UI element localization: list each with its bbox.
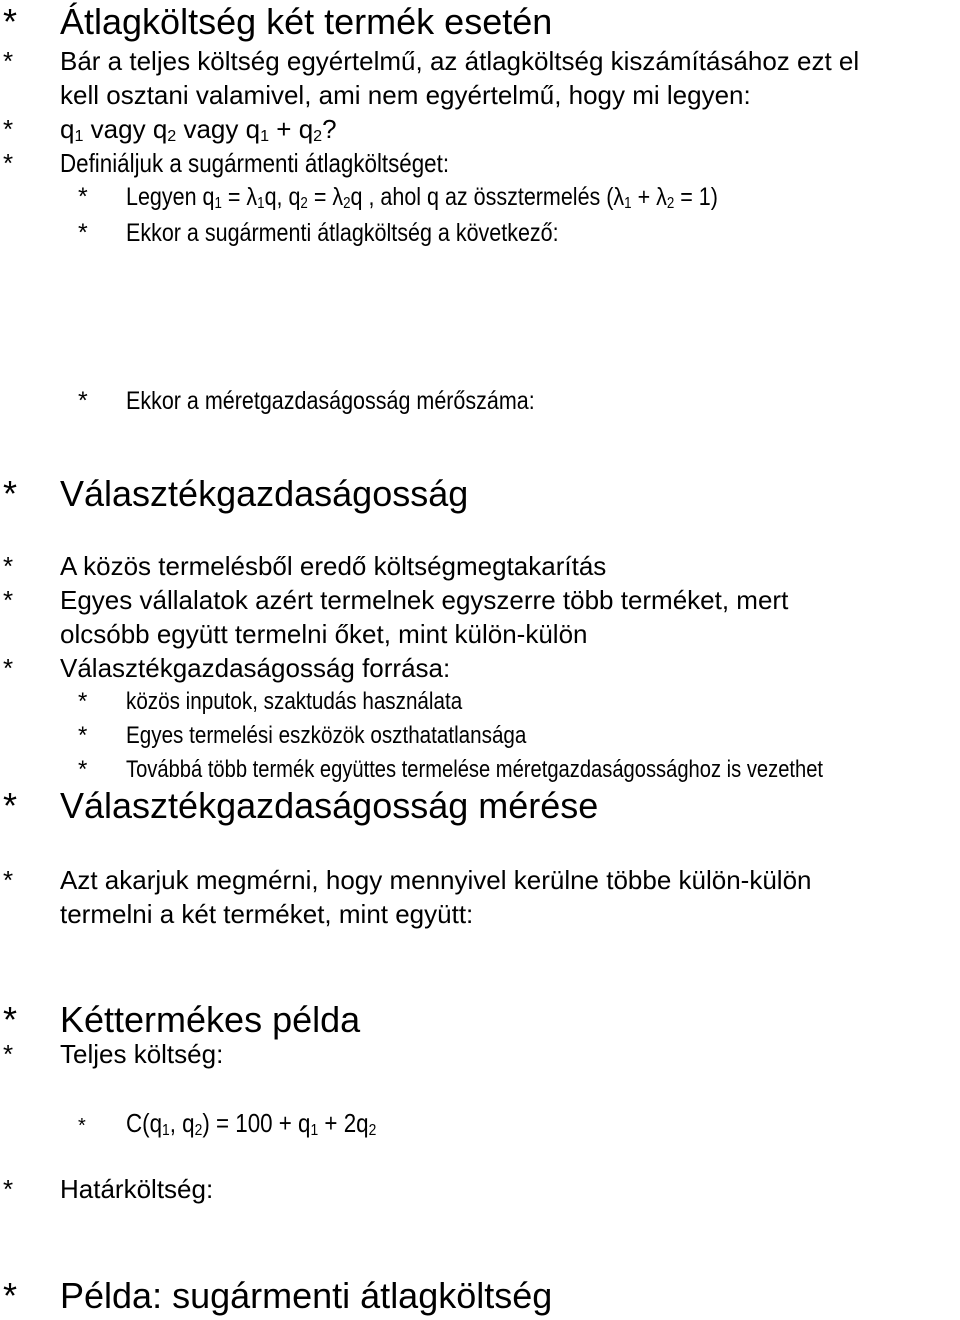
heading-text: Kéttermékes példa — [60, 999, 361, 1040]
bullet-star: * — [3, 653, 14, 683]
sub-item-text: közös inputok, szaktudás használata — [126, 688, 463, 715]
bullet-star: * — [3, 473, 18, 514]
meres-text-1: Azt akarjuk megmérni, hogy mennyivel kerülne többe külön-külön — [60, 865, 812, 895]
egyes-text-1: Egyes vállalatok azért termelnek egyszerre több terméket, mert — [60, 585, 789, 615]
para-line-1: Bár a teljes költség egyértelmű, az átlagköltség kiszámításához ezt el — [60, 46, 860, 76]
sub-item-text: Továbbá több termék együttes termelése méretgazdaságossághoz is vezethet — [126, 756, 824, 783]
teljes-text: Teljes költség: — [60, 1039, 224, 1069]
heading-text: Választékgazdaságosság mérése — [60, 785, 599, 826]
legyen-text: Legyen $q_1 = \lambda_1q$, $q_2 = \lambda_2q$ , ahol q az össztermelés $(\lambda_1 + \lambda_2 = 1)$ — [126, 183, 718, 212]
bullet-star: * — [78, 183, 88, 211]
bullet-star: * — [78, 219, 88, 247]
heading-text: Példa: sugármenti átlagköltség — [60, 1275, 553, 1316]
bullet-star: * — [3, 46, 14, 76]
bullet-star: * — [78, 722, 88, 749]
heading-text: Átlagköltség két termék esetén — [60, 1, 553, 42]
bullet-star: * — [3, 1, 18, 42]
kozos-text: A közös termelésből eredő költségmegtakarítás — [60, 551, 607, 581]
ekkor-meret-text: Ekkor a méretgazdaságosság mérőszáma: — [126, 387, 535, 415]
bullet-star: * — [3, 551, 14, 581]
ekkor-sugar-text: Ekkor a sugármenti átlagköltség a következő: — [126, 219, 559, 247]
egyes-text-2: olcsóbb együtt termelni őket, mint külön-külön — [60, 619, 588, 649]
sub-item-text: Egyes termelési eszközök oszthatatlansága — [126, 722, 527, 749]
bullet-star: * — [78, 756, 88, 783]
bullet-star: * — [3, 1039, 14, 1069]
formula-text: $C(q_1$, $q_2) = 100 + q_1 + 2q_2$ — [126, 1108, 377, 1139]
para-line-2: kell osztani valamivel, ami nem egyértelmű, hogy mi legyen: — [60, 80, 751, 110]
define-text: Definiáljuk a sugármenti átlagköltséget: — [60, 148, 450, 178]
heading-text: Választékgazdaságosság — [60, 473, 469, 514]
bullet-star: * — [78, 688, 88, 715]
bullet-star: * — [3, 585, 14, 615]
bullet-star: * — [78, 1115, 86, 1137]
bullet-star: * — [3, 1174, 14, 1204]
bullet-star: * — [78, 387, 88, 415]
bullet-star: * — [3, 114, 14, 144]
bullet-star: * — [3, 865, 14, 895]
bullet-star: * — [3, 785, 18, 826]
bullet-star: * — [3, 1275, 18, 1316]
bullet-star: * — [3, 148, 14, 178]
options-text: $q_1$ vagy $q_2$ vagy $q_1 + q_2$? — [60, 114, 337, 145]
forrasa-text: Választékgazdaságosság forrása: — [60, 653, 451, 683]
hatar-text: Határköltség: — [60, 1174, 214, 1204]
meres-text-2: termelni a két terméket, mint együtt: — [60, 899, 474, 929]
bullet-star: * — [3, 999, 18, 1040]
